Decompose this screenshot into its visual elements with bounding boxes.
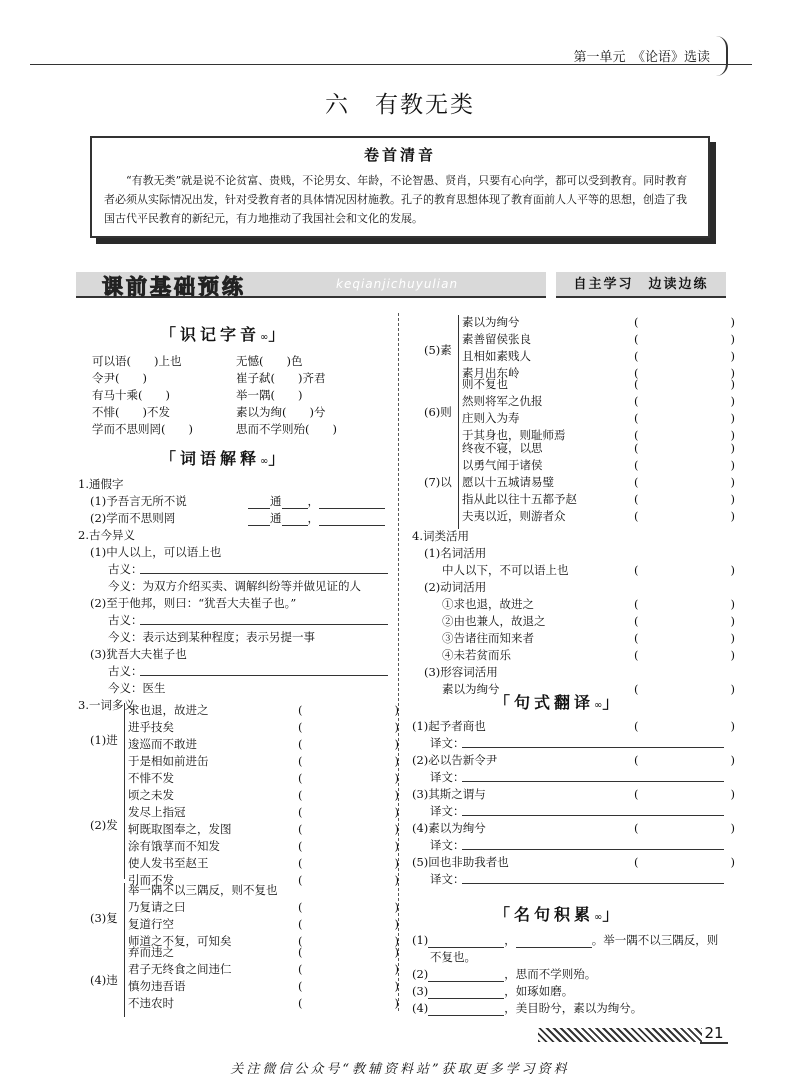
answer-paren[interactable]: ( ) (298, 996, 399, 1010)
polysemy-sentence: 愿以十五城请易璧 (462, 475, 554, 489)
modern-meaning: 今义：为双方介绍买卖、调解纠纷等并做见证的人 (108, 579, 361, 593)
quote-item: (2) ，思而不学则殆。 (412, 967, 597, 981)
answer-paren[interactable]: ( ) (298, 856, 399, 870)
pronunciation-item: 可以语( )上也 (92, 354, 182, 368)
pronunciation-item: 不悱( )不发 (92, 405, 170, 419)
translation-label: 译文： (430, 872, 465, 886)
ancient-meaning-label: 古义： (108, 664, 143, 678)
huoyong-sentence: 中人以下，不可以语上也 (442, 563, 569, 577)
pronunciation-item: 崔子弑( )齐君 (236, 371, 326, 385)
answer-paren[interactable]: ( ) (634, 377, 735, 391)
translation-label: 译文： (430, 770, 465, 784)
answer-paren[interactable]: ( ) (634, 349, 735, 363)
huoyong-sentence: ④未若贫而乐 (442, 648, 511, 662)
pronunciation-item: 素以为绚( )兮 (236, 405, 326, 419)
polysemy-word: (1)进 (90, 733, 118, 747)
infinity-icon: ∞ (260, 332, 269, 343)
answer-paren[interactable]: ( ) (634, 563, 735, 577)
answer-paren[interactable]: ( ) (298, 917, 399, 931)
page-number: 21 (700, 1024, 728, 1044)
huoyong-category: (2)动词活用 (424, 580, 487, 594)
translation-blank[interactable] (462, 838, 724, 850)
section-heading-quotes: 「名句积累∞」 (494, 905, 623, 924)
huoyong-sentence: ③告诸往而知来者 (442, 631, 534, 645)
answer-paren[interactable]: ( ) (298, 945, 399, 959)
huoyong-sentence: 素以为绚兮 (442, 682, 500, 696)
subheading: 2.古今异义 (78, 528, 135, 542)
banner-main (76, 272, 546, 298)
polysemy-sentence: 不悱不发 (128, 771, 174, 785)
polysemy-sentence: 使人发书至赵王 (128, 856, 209, 870)
section-heading-pronunciation: 「识记字音∞」 (160, 325, 289, 344)
footer-stripe (538, 1028, 702, 1042)
answer-paren[interactable]: ( ) (634, 366, 735, 380)
quote-blank[interactable] (428, 1004, 504, 1016)
pronunciation-item: 思而不学则殆( ) (236, 422, 337, 436)
polysemy-sentence: 不违农时 (128, 996, 174, 1010)
section-label: 句式翻译 (514, 693, 595, 712)
translation-label: 译文： (430, 736, 465, 750)
answer-paren[interactable]: ( ) (298, 822, 399, 836)
polysemy-sentence: 复道行空 (128, 917, 174, 931)
polysemy-word: (3)复 (90, 911, 118, 925)
answer-paren[interactable]: ( ) (634, 753, 735, 767)
polysemy-sentence: 慎勿违吾语 (128, 979, 186, 993)
banner-title: 课前基础预练 (102, 275, 246, 299)
answer-paren[interactable]: ( ) (634, 411, 735, 425)
answer-paren[interactable]: ( ) (298, 873, 399, 887)
pronunciation-item: 有马十乘( ) (92, 388, 170, 402)
answer-paren[interactable]: ( ) (298, 805, 399, 819)
polysemy-sentence: 素以为绚兮 (462, 315, 520, 329)
answer-paren[interactable]: ( ) (298, 934, 399, 948)
answer-paren[interactable]: ( ) (634, 394, 735, 408)
answer-paren[interactable]: ( ) (634, 821, 735, 835)
polysemy-sentence: 乃复请之曰 (128, 900, 186, 914)
answer-blank[interactable] (248, 497, 270, 509)
pronunciation-item: 学而不思则罔( ) (92, 422, 193, 436)
tongjia-answer: 通 ， (248, 493, 385, 509)
answer-blank[interactable] (282, 514, 308, 526)
ancient-meaning-label: 古义： (108, 562, 143, 576)
answer-paren[interactable]: ( ) (634, 332, 735, 346)
translation-blank[interactable] (462, 872, 724, 884)
answer-paren[interactable]: ( ) (634, 315, 735, 329)
translation-question: (3)其斯之谓与 (412, 787, 486, 801)
polysemy-sentence: 涂有饿莩而不知发 (128, 839, 220, 853)
polysemy-sentence: 轲既取图奉之，发图 (128, 822, 232, 836)
answer-blank[interactable] (282, 497, 308, 509)
infinity-icon: ∞ (594, 912, 603, 923)
answer-paren[interactable]: ( ) (298, 754, 399, 768)
polysemy-sentence: 夫夷以近，则游者众 (462, 509, 566, 523)
answer-paren[interactable]: ( ) (634, 682, 735, 696)
polysemy-sentence: 且相如素贱人 (462, 349, 531, 363)
answer-paren[interactable]: ( ) (298, 962, 399, 976)
answer-paren[interactable]: ( ) (298, 737, 399, 751)
infinity-icon: ∞ (594, 700, 603, 711)
polysemy-sentence: 发尽上指冠 (128, 805, 186, 819)
answer-paren[interactable]: ( ) (634, 597, 735, 611)
answer-paren[interactable]: ( ) (634, 855, 735, 869)
polysemy-word: (4)违 (90, 973, 118, 987)
huoyong-category: (3)形容词活用 (424, 665, 498, 679)
answer-paren[interactable]: ( ) (634, 648, 735, 662)
polysemy-sentence: 举一隅不以三隅反，则不复也 (128, 883, 278, 897)
answer-paren[interactable]: ( ) (634, 787, 735, 801)
polysemy-sentence: 进乎技矣 (128, 720, 174, 734)
polysemy-sentence: 素善留侯张良 (462, 332, 531, 346)
polysemy-sentence: 弃而违之 (128, 945, 174, 959)
intro-box (90, 136, 710, 238)
answer-blank[interactable] (319, 497, 385, 509)
answer-blank[interactable] (248, 514, 270, 526)
translation-question: (5)回也非助我者也 (412, 855, 509, 869)
quote-item: (4) ，美目盼兮，素以为绚兮。 (412, 1001, 643, 1015)
bracket-line (124, 771, 125, 879)
answer-paren[interactable]: ( ) (298, 979, 399, 993)
pronunciation-item: 无憾( )色 (236, 354, 303, 368)
answer-paren[interactable]: ( ) (298, 703, 399, 717)
translation-question: (4)素以为绚兮 (412, 821, 486, 835)
page-corner-decoration (716, 36, 728, 76)
huoyong-sentence: ②由也兼人，故退之 (442, 614, 546, 628)
subheading: 3.一词多义 (78, 698, 135, 712)
answer-paren[interactable]: ( ) (298, 771, 399, 785)
section-banner (76, 272, 726, 298)
polysemy-sentence: 顷之未发 (128, 788, 174, 802)
polysemy-sentence: 以勇气闻于诸侯 (462, 458, 543, 472)
quote-blank[interactable] (516, 936, 592, 948)
huoyong-category: (1)名词活用 (424, 546, 487, 560)
tongjia-answer: 通 ， (248, 510, 385, 526)
translation-blank[interactable] (462, 736, 724, 748)
answer-paren[interactable]: ( ) (634, 492, 735, 506)
question-text: (2)至于他邦，则曰：“犹吾大夫崔子也。” (90, 596, 297, 610)
pronunciation-item: 令尹( ) (92, 371, 147, 385)
quote-item: (3) ，如琢如磨。 (412, 984, 574, 998)
translation-label: 译文： (430, 804, 465, 818)
polysemy-sentence: 则不复也 (462, 377, 508, 391)
section-heading-vocabulary: 「词语解释∞」 (160, 449, 289, 468)
answer-paren[interactable]: ( ) (298, 900, 399, 914)
polysemy-sentence: 指从此以往十五都予赵 (462, 492, 577, 506)
translation-label: 译文： (430, 838, 465, 852)
polysemy-sentence: 求也退，故进之 (128, 703, 209, 717)
subheading: 4.词类活用 (412, 529, 469, 543)
bracket-line (458, 441, 459, 529)
ancient-meaning-label: 古义： (108, 613, 143, 627)
polysemy-word: (5)素 (424, 343, 452, 357)
polysemy-sentence: 于是相如前进缶 (128, 754, 209, 768)
intro-title: 卷首清音 (363, 146, 436, 164)
question-text: (3)犹吾大夫崔子也 (90, 647, 187, 661)
polysemy-sentence: 引而不发 (128, 873, 174, 887)
quote-blank[interactable] (428, 936, 504, 948)
bracket-line (458, 377, 459, 449)
quote-blank[interactable] (428, 987, 504, 999)
polysemy-sentence: 终夜不寝，以思 (462, 441, 543, 455)
question-text: (2)学而不思则罔 (90, 511, 176, 525)
section-label: 名句积累 (514, 905, 595, 924)
quote-item: (1) ， 。举一隅不以三隅反，则 (412, 933, 719, 947)
section-heading-translation: 「句式翻译∞」 (494, 693, 623, 712)
answer-paren[interactable]: ( ) (298, 788, 399, 802)
bracket-line (124, 945, 125, 1017)
bracket-line (124, 703, 125, 777)
answer-paren[interactable]: ( ) (634, 475, 735, 489)
answer-paren[interactable]: ( ) (634, 458, 735, 472)
answer-paren[interactable]: ( ) (634, 631, 735, 645)
modern-meaning: 今义：医生 (108, 681, 166, 695)
running-head: 第一单元 《论语》选读 (573, 50, 710, 65)
answer-blank[interactable] (140, 562, 388, 574)
answer-blank[interactable] (319, 514, 385, 526)
polysemy-sentence: 逡巡而不敢进 (128, 737, 197, 751)
answer-paren[interactable]: ( ) (634, 614, 735, 628)
banner-pinyin: keqianjichuyulian (336, 277, 459, 291)
answer-blank[interactable] (140, 664, 388, 676)
polysemy-sentence: 君子无终食之间违仁 (128, 962, 232, 976)
subheading: 1.通假字 (78, 477, 124, 491)
answer-paren[interactable]: ( ) (634, 719, 735, 733)
footer-note: 关注微信公众号“教辅资料站”获取更多学习资料 (230, 1062, 570, 1077)
lesson-title: 六 有教无类 (325, 92, 475, 118)
intro-text: “有教无类”就是说不论贫富、贵贱，不论男女、年龄，不论智愚、贤肖，只要有心向学，都可以受到教育。同时教育者必须从实际情况出发，针对受教育者的具体情况因材施教。孔子的教育思想体现了教育面前人人平等的思想，创造了我国古代平民教育的新纪元，有力地推动了我国社会和文化的发展。 (104, 174, 688, 225)
question-text: (1)予吾言无所不说 (90, 494, 187, 508)
answer-paren[interactable]: ( ) (634, 441, 735, 455)
translation-blank[interactable] (462, 804, 724, 816)
polysemy-sentence: 师道之不复，可知矣 (128, 934, 232, 948)
polysemy-word: (7)以 (424, 475, 452, 489)
question-text: (1)中人以上，可以语上也 (90, 545, 222, 559)
running-head-rule (30, 64, 752, 65)
modern-meaning: 今义：表示达到某种程度；表示另提一事 (108, 630, 315, 644)
translation-blank[interactable] (462, 770, 724, 782)
banner-right-label: 自主学习 边读边练 (556, 272, 726, 298)
section-label: 识记字音 (180, 325, 261, 344)
translation-question: (1)起予者商也 (412, 719, 486, 733)
answer-paren[interactable]: ( ) (298, 839, 399, 853)
polysemy-word: (6)则 (424, 405, 452, 419)
answer-blank[interactable] (140, 613, 388, 625)
section-label: 词语解释 (180, 449, 261, 468)
infinity-icon: ∞ (260, 456, 269, 467)
translation-question: (2)必以告新令尹 (412, 753, 498, 767)
quote-continuation: 不复也。 (430, 950, 476, 964)
answer-paren[interactable]: ( ) (298, 720, 399, 734)
polysemy-sentence: 素月出东岭 (462, 366, 520, 380)
huoyong-sentence: ①求也退，故进之 (442, 597, 534, 611)
answer-paren[interactable]: ( ) (634, 428, 735, 442)
polysemy-word: (2)发 (90, 818, 118, 832)
polysemy-sentence: 然则将军之仇报 (462, 394, 543, 408)
answer-paren[interactable]: ( ) (634, 509, 735, 523)
polysemy-sentence: 于其身也，则耻师焉 (462, 428, 566, 442)
pronunciation-item: 举一隅( ) (236, 388, 303, 402)
quote-blank[interactable] (428, 970, 504, 982)
polysemy-sentence: 庄则入为寿 (462, 411, 520, 425)
